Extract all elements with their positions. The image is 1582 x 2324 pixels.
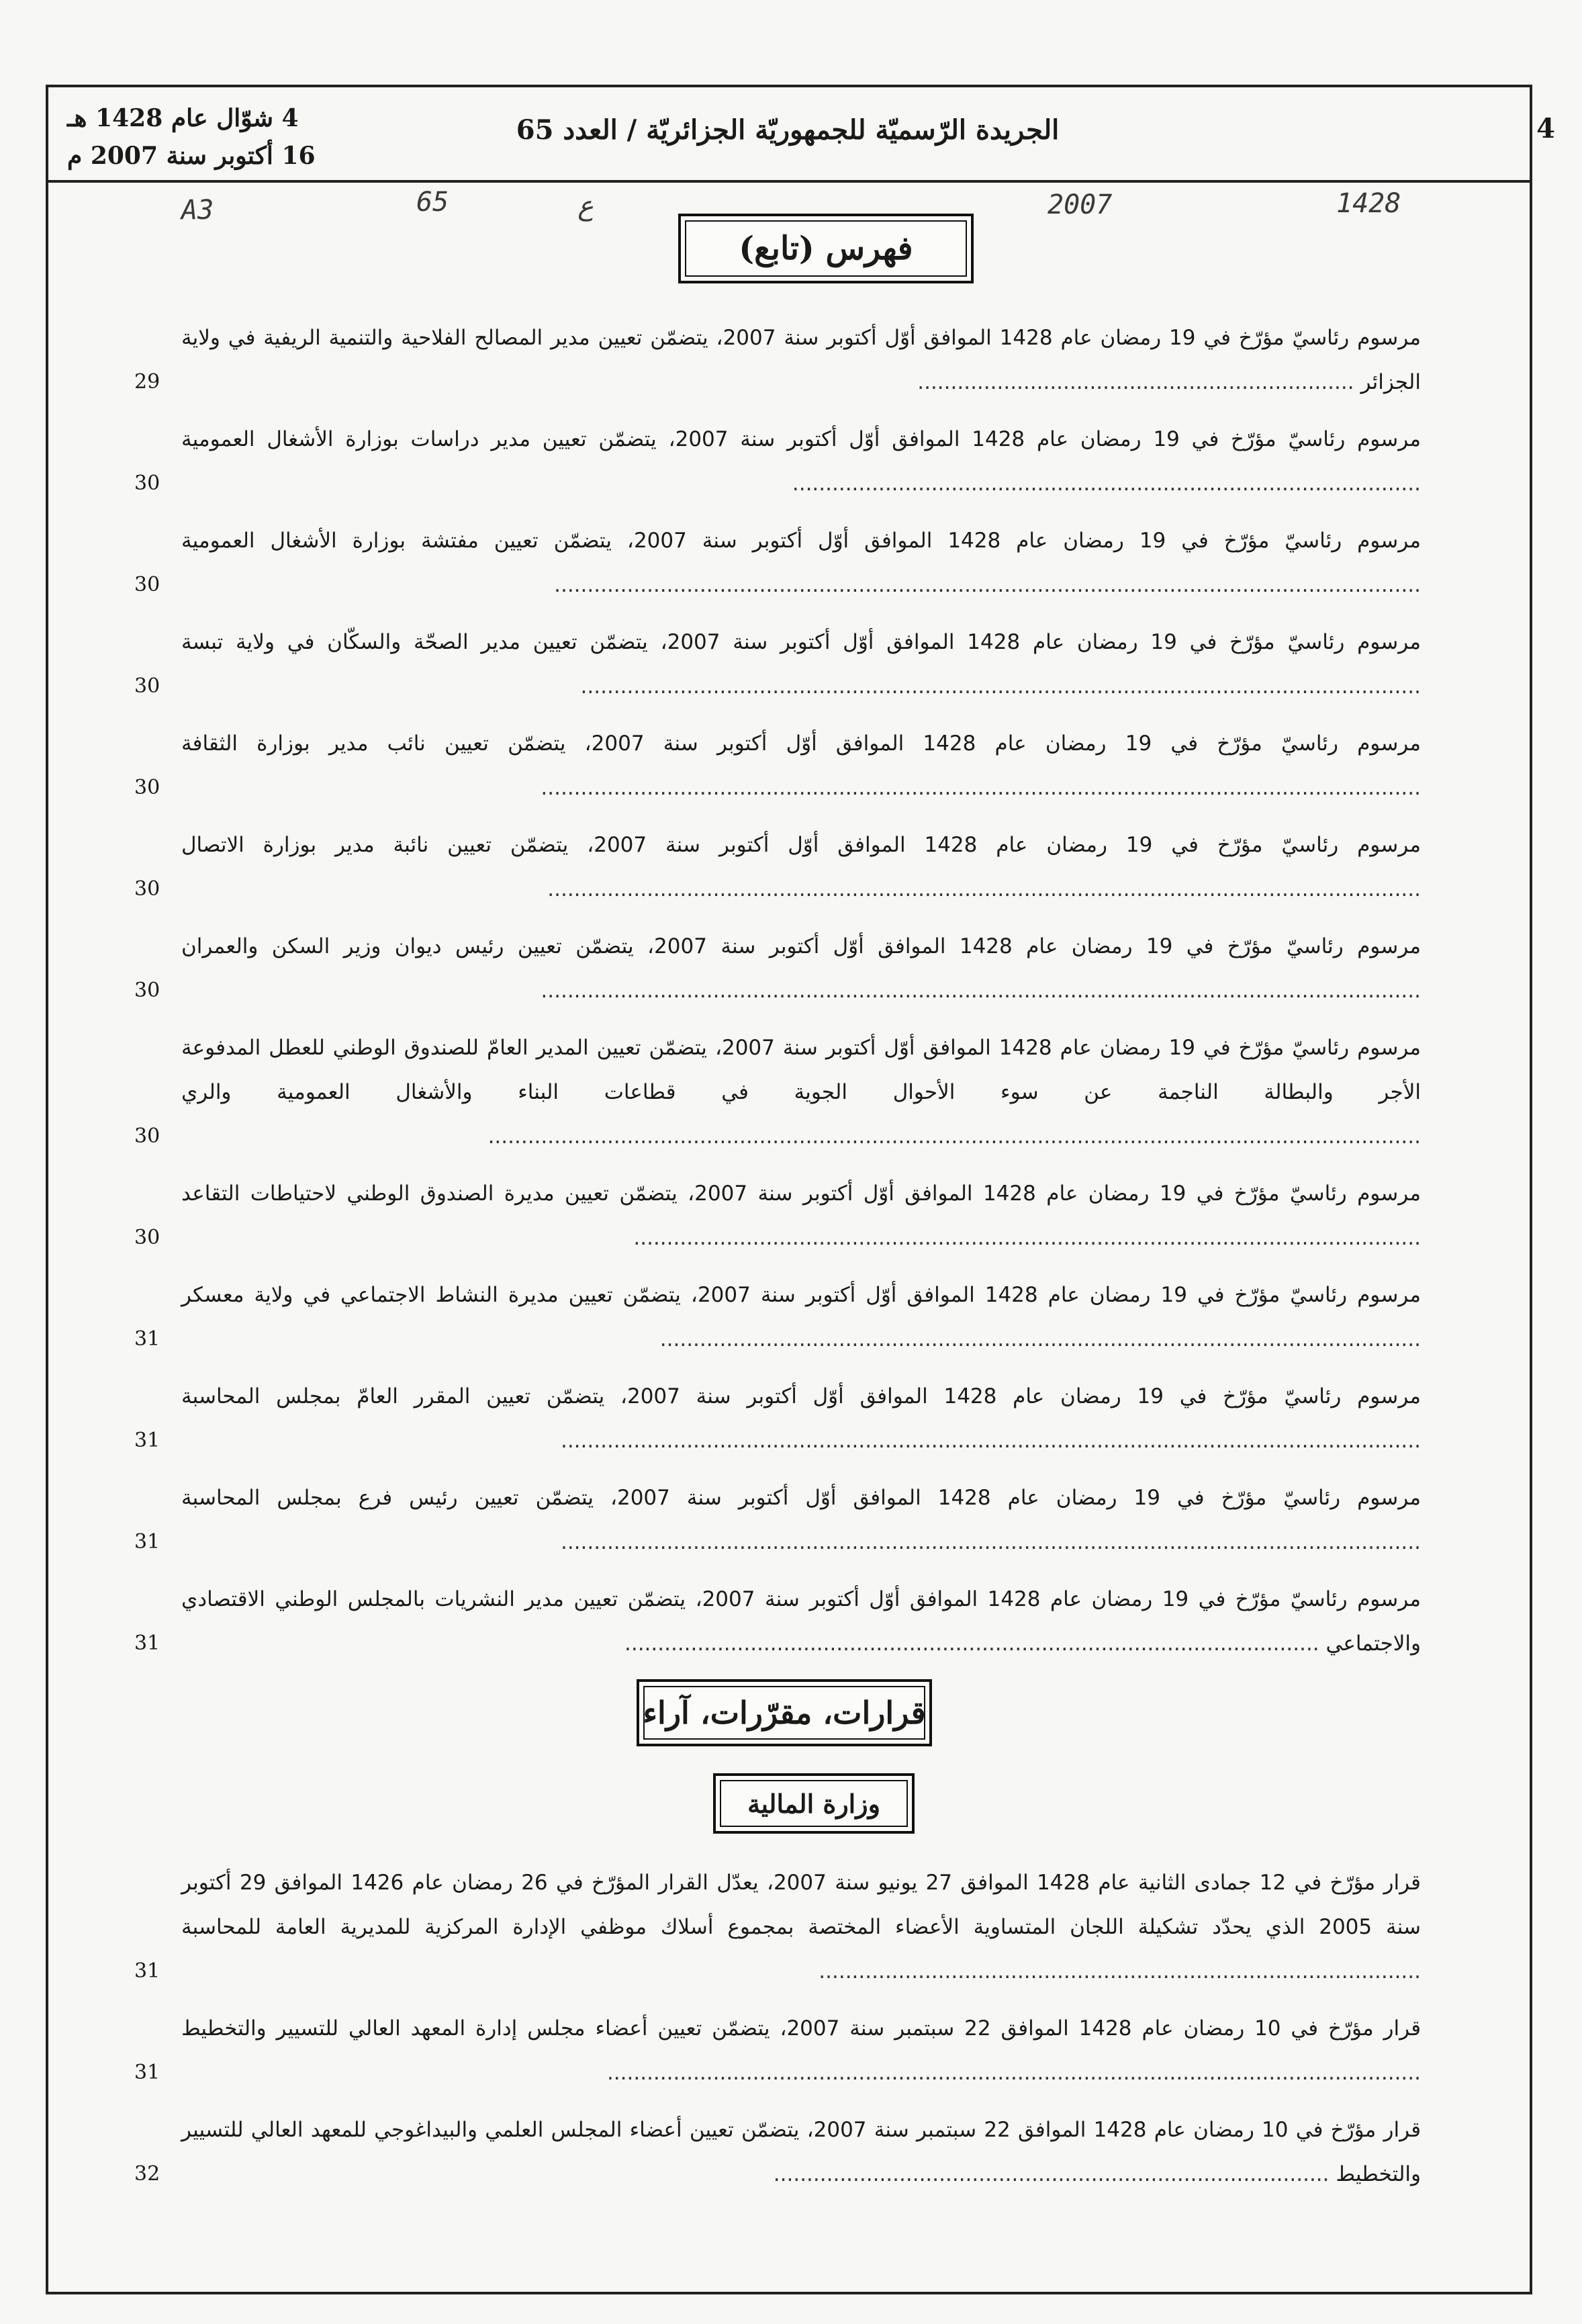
toc-list: [134, 316, 1422, 1679]
decision-entry-text: قرار مؤرّخ في 10 رمضان عام 1428 الموافق 22 سبتمبر سنة 2007، يتضمّن تعيين أعضاء المجلس العلمي والبيداغوجي للمعهد العالي للتسيير والتخطيط: [181, 2118, 1422, 2186]
toc-entry-text: مرسوم رئاسيّ مؤرّخ في 19 رمضان عام 1428 الموافق أوّل أكتوبر سنة 2007، يتضمّن تعيين نائبة مدير بوزارة الاتصال: [181, 833, 1421, 857]
toc-page-number: 30: [134, 776, 160, 799]
dot-leader: ...........................................................................................: [819, 1959, 1421, 1983]
toc-page-number: 31: [134, 1429, 160, 1452]
toc-entry[interactable]: [134, 1026, 1422, 1159]
ministry-heading: وزارة المالية: [713, 1773, 915, 1834]
toc-page-number: 31: [134, 1530, 160, 1554]
decisions-list: [134, 1861, 1422, 2209]
issue-date: [67, 99, 316, 175]
toc-entry[interactable]: [134, 519, 1421, 607]
dot-leader: .....................................................................................................................................: [541, 776, 1421, 800]
decision-page-number: 31: [134, 2061, 160, 2084]
toc-page-number: 30: [134, 1226, 160, 1249]
toc-entry[interactable]: [134, 1374, 1421, 1463]
gregorian-date: 16 أكتوبر سنة 2007 م: [67, 142, 316, 170]
toc-entry[interactable]: [134, 620, 1421, 709]
toc-entry-text: مرسوم رئاسيّ مؤرّخ في 19 رمضان عام 1428 الموافق أوّل أكتوبر سنة 2007، يتضمّن تعيين المقرر العامّ بمجلس المحاسبة: [181, 1384, 1421, 1409]
toc-page-number: 30: [134, 674, 160, 698]
toc-entry[interactable]: [134, 316, 1421, 404]
decision-entry[interactable]: [134, 2108, 1422, 2196]
handwritten-a3: A3: [181, 195, 214, 226]
toc-page-number: 30: [134, 979, 160, 1002]
dot-leader: ....................................................................................: [773, 2162, 1330, 2186]
dot-leader: ....................................................................................................................................: [547, 877, 1421, 901]
toc-page-number: 31: [134, 1632, 160, 1655]
toc-page-number: 31: [134, 1327, 160, 1351]
dot-leader: .........................................................................................................: [624, 1632, 1319, 1656]
dot-leader: ..................................................................................................................................: [560, 1429, 1421, 1453]
toc-entry-text: مرسوم رئاسيّ مؤرّخ في 19 رمضان عام 1428 الموافق أوّل أكتوبر سنة 2007، يتضمّن تعيين مدير النشريات بالمجلس الوطني الاقتصادي والاجتماعي: [181, 1587, 1421, 1656]
toc-entry[interactable]: [134, 1171, 1421, 1260]
toc-entry-text: مرسوم رئاسيّ مؤرّخ في 19 رمضان عام 1428 الموافق أوّل أكتوبر سنة 2007، يتضمّن تعيين مديرة النشاط الاجتماعي في ولاية معسكر: [181, 1283, 1421, 1307]
decision-entry-text: قرار مؤرّخ في 12 جمادى الثانية عام 1428 الموافق 27 يونيو سنة 2007، يعدّل القرار المؤرّخ في 26 رمضان عام 1426 الموافق 29 أكتوبر سنة 2005 الذي يحدّد تشكيلة اللجان المتساوية الأعضاء المختصة بمجموع أسلاك موظفي الإدارة المركزية للمديرية العامة للمحاسبة: [181, 1871, 1421, 1939]
page-number: 4: [1536, 113, 1555, 144]
dot-leader: .....................................................................................................................................: [541, 979, 1421, 1003]
toc-entry-text: مرسوم رئاسيّ مؤرّخ في 19 رمضان عام 1428 الموافق أوّل أكتوبر سنة 2007، يتضمّن تعيين مدير الصحّة والسكّان في ولاية تبسة: [181, 630, 1421, 654]
toc-entry[interactable]: [134, 924, 1421, 1013]
dot-leader: ...............................................................................................................................: [580, 674, 1421, 699]
toc-page-number: 29: [134, 370, 160, 394]
decisions-heading: قرارات، مقرّرات، آراء: [637, 1679, 932, 1746]
toc-entry[interactable]: [134, 1273, 1421, 1361]
toc-entry-text: مرسوم رئاسيّ مؤرّخ في 19 رمضان عام 1428 الموافق أوّل أكتوبر سنة 2007، يتضمّن تعيين مديرة الصندوق الوطني لاحتياطات التقاعد: [181, 1181, 1421, 1206]
toc-entry-text: مرسوم رئاسيّ مؤرّخ في 19 رمضان عام 1428 الموافق أوّل أكتوبر سنة 2007، يتضمّن تعيين نائب مدير بوزارة الثقافة: [181, 731, 1422, 756]
handwritten-letter: ع: [577, 191, 594, 222]
toc-entry[interactable]: [134, 823, 1421, 911]
dot-leader: ...............................................................................................: [792, 472, 1421, 496]
dot-leader: .......................................................................................................................: [633, 1226, 1421, 1250]
hijri-date: 4 شوّال عام 1428 هـ: [67, 104, 299, 132]
toc-entry-text: مرسوم رئاسيّ مؤرّخ في 19 رمضان عام 1428 الموافق أوّل أكتوبر سنة 2007، يتضمّن تعيين مدير دراسات بوزارة الأشغال العمومية: [181, 427, 1421, 451]
dot-leader: .............................................................................................................................................: [487, 1124, 1421, 1149]
toc-entry-text: مرسوم رئاسيّ مؤرّخ في 19 رمضان عام 1428 الموافق أوّل أكتوبر سنة 2007، يتضمّن تعيين المدير العامّ للصندوق الوطني للعطل المدفوعة الأجر والبطالة الناجمة عن سوء الأحوال الجوية في قطاعات البناء والأشغال العمومية والري: [181, 1036, 1422, 1104]
dot-leader: ...................................................................................................................................: [554, 573, 1421, 597]
decision-entry[interactable]: [134, 1861, 1421, 1994]
masthead-rule: [46, 180, 1532, 183]
toc-entry-text: مرسوم رئاسيّ مؤرّخ في 19 رمضان عام 1428 الموافق أوّل أكتوبر سنة 2007، يتضمّن تعيين رئيس ديوان وزير السكن والعمران: [181, 934, 1421, 958]
dot-leader: ...........................................................................................................................: [606, 2061, 1421, 2085]
handwritten-2007: 2007: [1048, 189, 1113, 220]
toc-entry[interactable]: [134, 1476, 1421, 1564]
toc-page-number: 30: [134, 1124, 160, 1148]
dot-leader: ..................................................................: [917, 370, 1354, 394]
toc-entry[interactable]: [134, 1577, 1421, 1666]
decision-page-number: 32: [134, 2162, 160, 2186]
masthead: [67, 94, 1508, 175]
decision-entry-text: قرار مؤرّخ في 10 رمضان عام 1428 الموافق 22 سبتمبر سنة 2007، يتضمّن تعيين أعضاء مجلس إدارة المعهد العالي للتسيير والتخطيط: [181, 2016, 1422, 2041]
dot-leader: ...................................................................................................................: [659, 1327, 1421, 1351]
gazette-title: الجريدة الرّسميّة للجمهوريّة الجزائريّة / العدد 65: [516, 114, 1060, 146]
toc-heading: فهرس (تابع): [678, 214, 974, 283]
toc-page-number: 30: [134, 472, 160, 495]
toc-entry-text: مرسوم رئاسيّ مؤرّخ في 19 رمضان عام 1428 الموافق أوّل أكتوبر سنة 2007، يتضمّن تعيين مفتشة بوزارة الأشغال العمومية: [181, 529, 1421, 553]
toc-page-number: 30: [134, 877, 160, 901]
toc-entry-text: مرسوم رئاسيّ مؤرّخ في 19 رمضان عام 1428 الموافق أوّل أكتوبر سنة 2007، يتضمّن تعيين رئيس فرع بمجلس المحاسبة: [181, 1486, 1421, 1510]
toc-entry[interactable]: [134, 721, 1422, 810]
toc-entry[interactable]: [134, 417, 1421, 506]
decision-entry[interactable]: [134, 2006, 1422, 2095]
toc-entry-text: مرسوم رئاسيّ مؤرّخ في 19 رمضان عام 1428 الموافق أوّل أكتوبر سنة 2007، يتضمّن تعيين مدير المصالح الفلاحية والتنمية الريفية في ولاية الجزائر: [181, 326, 1421, 394]
dot-leader: ..................................................................................................................................: [560, 1530, 1421, 1554]
handwritten-1428: 1428: [1336, 188, 1401, 219]
decision-page-number: 31: [134, 1959, 160, 1983]
handwritten-65: 65: [416, 187, 449, 218]
toc-page-number: 30: [134, 573, 160, 596]
